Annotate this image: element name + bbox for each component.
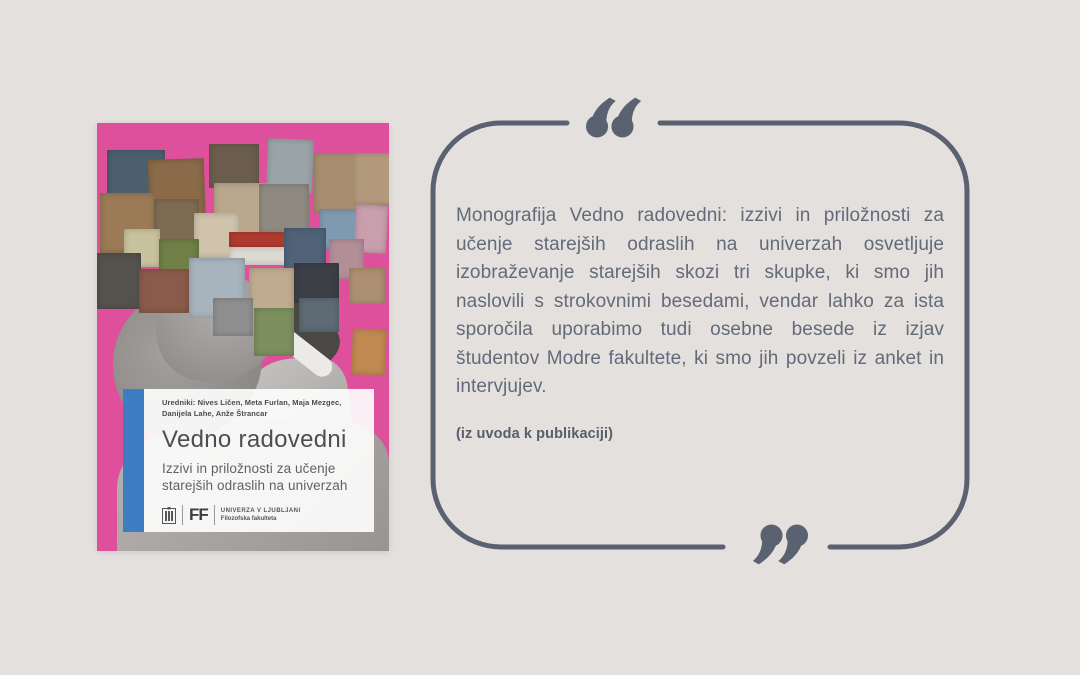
collage-photo-tile — [139, 269, 189, 313]
quote-attribution: (iz uvoda k publikaciji) — [456, 426, 614, 442]
book-cover — [97, 123, 389, 551]
cover-editors-line2: Danijela Lahe, Anže Štrancar — [162, 408, 268, 418]
university-name: UNIVERZA V LJUBLJANI — [220, 508, 301, 515]
logo-divider — [214, 505, 215, 525]
collage-photo-tile — [213, 298, 253, 336]
cover-text-panel — [123, 389, 374, 532]
closing-quote-icon — [752, 521, 808, 567]
publisher-name — [221, 508, 301, 522]
faculty-abbreviation: FF — [189, 505, 208, 524]
cover-editors-line1: Uredniki: Nives Ličen, Meta Furlan, Maja Mezgec, — [162, 398, 342, 407]
collage-photo-tile — [349, 268, 385, 304]
blue-accent-stripe — [123, 389, 144, 532]
collage-photo-tile — [254, 308, 294, 356]
opening-quote-icon — [586, 95, 642, 141]
logo-divider — [182, 505, 183, 525]
collage-photo-tile — [353, 153, 389, 205]
cover-panel-white — [144, 389, 374, 532]
collage-photo-tile — [259, 184, 309, 234]
faculty-name: Filozofska fakulteta — [220, 515, 277, 522]
publisher-logo — [162, 505, 374, 525]
cover-title: Vedno radovedni — [162, 426, 347, 453]
collage-photo-tile — [294, 263, 339, 303]
collage-photo-tile — [97, 253, 141, 309]
collage-photo-tile — [351, 328, 387, 375]
quote-block — [430, 118, 970, 552]
cover-subtitle: Izzivi in priložnosti za učenje starejših odraslih na univerzah — [162, 461, 348, 493]
collage-photo-tile — [299, 298, 339, 332]
collage-photo-tile — [209, 144, 259, 188]
quote-text: Monografija Vedno radovedni: izzivi in priložnosti za učenje starejših odraslih na univerzah osvetljuje izobraževanje starejših skozi tri skupke, ki smo jih naslovili s strokovnimi besedami, vendar lahko za ista sporočila uporabimo tudi osebne besede iz izjav študentov Modre fakultete, ki smo jih povzeli iz anket in intervjujev. — [456, 205, 944, 397]
collage-photo-tile — [229, 232, 291, 247]
university-emblem-icon — [162, 507, 176, 524]
